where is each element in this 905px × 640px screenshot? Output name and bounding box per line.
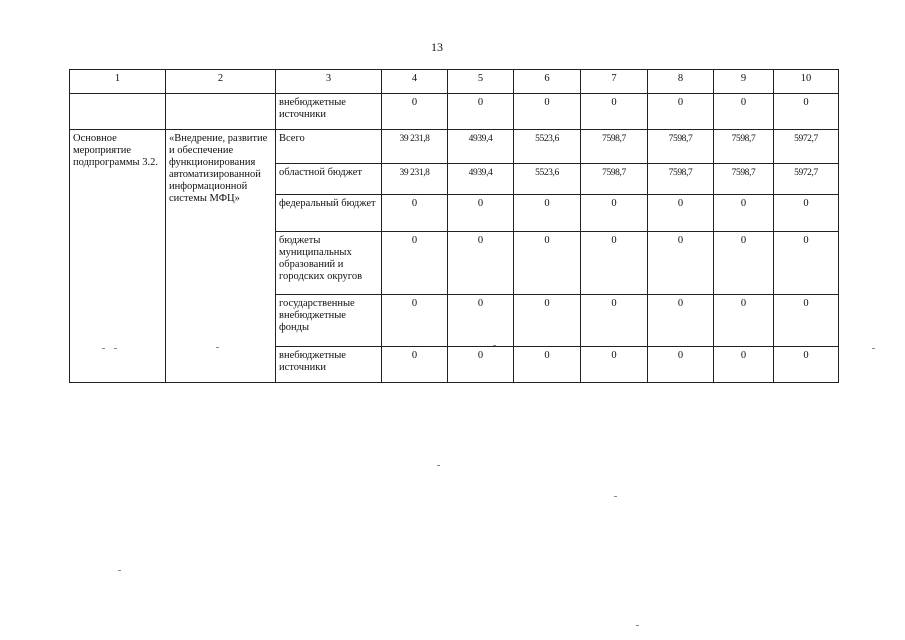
value-cell: 5523,6	[514, 130, 581, 164]
value-cell: 0	[382, 232, 448, 295]
value-cell: 0	[514, 94, 581, 130]
scan-speck	[614, 496, 617, 497]
funding-source-cell: областной бюджет	[276, 164, 382, 195]
value-cell: 0	[714, 94, 774, 130]
value-cell: 39 231,8	[382, 130, 448, 164]
table-row	[70, 94, 839, 130]
scan-speck	[102, 348, 105, 349]
value-cell: 39 231,8	[382, 164, 448, 195]
value-cell: 0	[648, 347, 714, 383]
value-cell: 0	[774, 347, 839, 383]
table-row	[70, 130, 839, 164]
value-cell: 0	[714, 295, 774, 347]
funding-source-cell: бюджеты муниципальных образований и городских округов	[276, 232, 382, 295]
column-header: 8	[648, 70, 714, 94]
scan-speck	[493, 345, 496, 346]
funding-source-cell: внебюджетные источники	[276, 347, 382, 383]
funding-source-cell: Всего	[276, 130, 382, 164]
value-cell: 0	[714, 195, 774, 232]
value-cell: 7598,7	[714, 130, 774, 164]
value-cell: 5972,7	[774, 164, 839, 195]
column-header: 4	[382, 70, 448, 94]
value-cell: 7598,7	[581, 164, 648, 195]
value-cell: 0	[714, 347, 774, 383]
value-cell: 0	[648, 295, 714, 347]
scan-speck	[872, 348, 875, 349]
value-cell: 0	[514, 295, 581, 347]
column-header: 6	[514, 70, 581, 94]
scan-speck	[118, 570, 121, 571]
scan-speck	[437, 465, 440, 466]
value-cell: 0	[581, 94, 648, 130]
value-cell: 0	[448, 94, 514, 130]
funding-source-cell: государственные внебюджетные фонды	[276, 295, 382, 347]
value-cell: 0	[714, 232, 774, 295]
column-header: 7	[581, 70, 648, 94]
scan-speck	[216, 347, 219, 348]
value-cell: 0	[382, 94, 448, 130]
value-cell: 5972,7	[774, 130, 839, 164]
value-cell: 0	[774, 232, 839, 295]
column-header: 1	[70, 70, 166, 94]
budget-table	[69, 69, 839, 383]
value-cell: 7598,7	[714, 164, 774, 195]
column-header: 10	[774, 70, 839, 94]
scan-speck	[636, 625, 639, 626]
value-cell: 0	[648, 195, 714, 232]
empty-cell	[166, 94, 276, 130]
value-cell: 0	[774, 94, 839, 130]
value-cell: 0	[382, 295, 448, 347]
value-cell: 0	[448, 195, 514, 232]
value-cell: 0	[648, 232, 714, 295]
column-header-row	[70, 70, 839, 94]
value-cell: 0	[382, 195, 448, 232]
value-cell: 4939,4	[448, 130, 514, 164]
column-header: 5	[448, 70, 514, 94]
column-header: 3	[276, 70, 382, 94]
value-cell: 4939,4	[448, 164, 514, 195]
column-header: 9	[714, 70, 774, 94]
value-cell: 0	[581, 347, 648, 383]
page-number: 13	[431, 40, 443, 54]
value-cell: 7598,7	[648, 164, 714, 195]
funding-source-cell: внебюджетные источники	[276, 94, 382, 130]
value-cell: 0	[448, 232, 514, 295]
value-cell: 0	[448, 295, 514, 347]
measure-name-cell: Основное мероприятие подпрограммы 3.2.	[70, 130, 166, 383]
value-cell: 0	[581, 195, 648, 232]
value-cell: 0	[514, 195, 581, 232]
value-cell: 0	[774, 195, 839, 232]
value-cell: 7598,7	[648, 130, 714, 164]
value-cell: 0	[581, 232, 648, 295]
value-cell: 0	[514, 347, 581, 383]
scan-speck	[114, 348, 117, 349]
measure-description-cell: «Внедрение, развитие и обеспечение функционирования автоматизированной информационной системы МФЦ»	[166, 130, 276, 383]
empty-cell	[70, 94, 166, 130]
value-cell: 0	[581, 295, 648, 347]
value-cell: 0	[382, 347, 448, 383]
value-cell: 5523,6	[514, 164, 581, 195]
value-cell: 0	[648, 94, 714, 130]
funding-source-cell: федеральный бюджет	[276, 195, 382, 232]
value-cell: 7598,7	[581, 130, 648, 164]
value-cell: 0	[774, 295, 839, 347]
value-cell: 0	[514, 232, 581, 295]
value-cell: 0	[448, 347, 514, 383]
column-header: 2	[166, 70, 276, 94]
